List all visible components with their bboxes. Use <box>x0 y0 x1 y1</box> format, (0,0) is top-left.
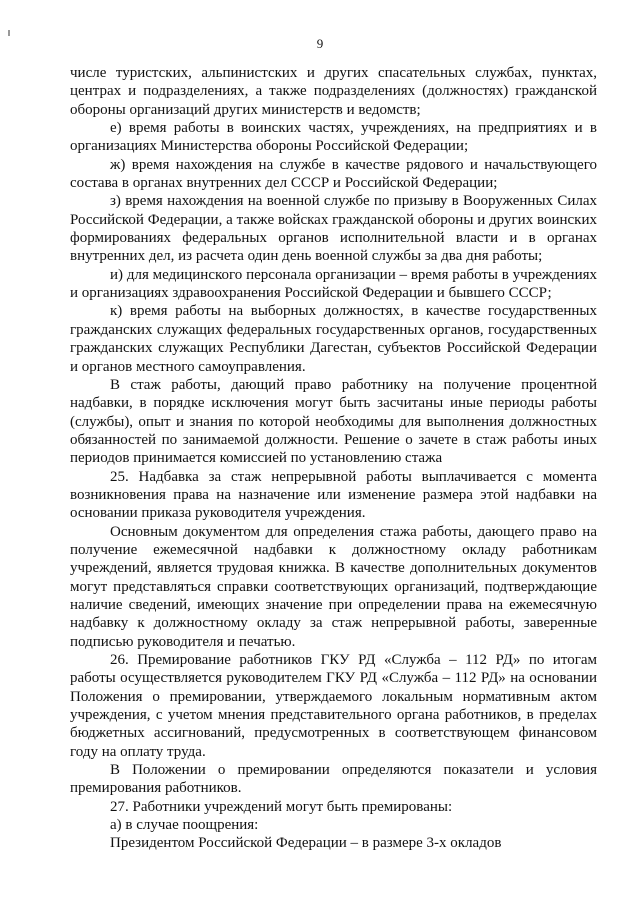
paragraph-2: ж) время нахождения на службе в качестве рядового и начальствующего состава в органах внутренних дел СССР и Российской Федерации; <box>70 156 597 192</box>
paragraph-4: и) для медицинского персонала организации – время работы в учреждениях и организациях здравоохранения Российской Федерации и бывшего СССР; <box>70 266 597 302</box>
paragraph-11: 27. Работники учреждений могут быть премированы: <box>110 798 453 815</box>
paragraph-10: В Положении о премировании определяются показатели и условия премирования работников. <box>70 762 597 797</box>
paragraph-7: 25. Надбавка за стаж непрерывной работы выплачивается с момента возникновения права на назначение или изменение размера этой надбавки на основании приказа руководителя учреждения. <box>70 468 597 522</box>
paragraph-12: а) в случае поощрения: <box>110 817 259 834</box>
paragraph-6: В стаж работы, дающий право работнику на получение процентной надбавки, в порядке исключения могут быть засчитаны иные периоды работы (службы), опыт и знания по которой необходимы для выполнения должностных обязанностей по занимаемой должности. Решение о зачете в стаж работы иных периодов принимается комиссией по установлению стажа <box>70 376 597 467</box>
paragraph-8: Основным документом для определения стажа работы, дающего право на получение ежемесячной надбавки к должностному окладу работникам учреждений, является трудовая книжка. В качестве дополнительных документов могут представляться справки соответствующих организаций, подтверждающие наличие сведений, имеющих значение при определении права на ежемесячную надбавку к должностному окладу за стаж непрерывной работы, заверенные подписью руководителя и печатью. <box>70 523 597 650</box>
paragraph-0: числе туристских, альпинистских и других спасательных службах, пунктах, центрах и подразделениях, а также подразделениях (должностях) гражданской обороны организаций других министерств и ведомств; <box>70 65 597 118</box>
document-body <box>70 64 597 853</box>
paragraph-9: 26. Премирование работников ГКУ РД «Служба – 112 РД» по итогам работы осуществляется руководителем ГКУ РД «Служба – 112 РД» на основании Положения о премировании, утверждаемого локальным нормативным актом учреждения, с учетом мнения представительного органа работников, в пределах бюджетных ассигнований, предусмотренных в соответствующем финансовом году на оплату труда. <box>70 652 597 760</box>
paragraph-5: к) время работы на выборных должностях, в качестве государственных гражданских служащих федеральных государственных органов, государственных гражданских служащих Республики Дагестан, субъектов Российской Федерации и органов местного самоуправления. <box>70 303 597 375</box>
page-number: 9 <box>316 36 324 51</box>
paragraph-3: з) время нахождения на военной службе по призыву в Вооруженных Силах Российской Федерации, а также войсках гражданской обороны и других воинских формированиях федеральных органов исполнительной власти и в органах внутренних дел, из расчета один день военной службы за два дня работы; <box>70 193 597 265</box>
paragraph-13: Президентом Российской Федерации – в размере 3-х окладов <box>110 835 502 852</box>
paragraph-1: е) время работы в воинских частях, учреждениях, на предприятиях и в организациях Министерства обороны Российской Федерации; <box>70 120 597 155</box>
